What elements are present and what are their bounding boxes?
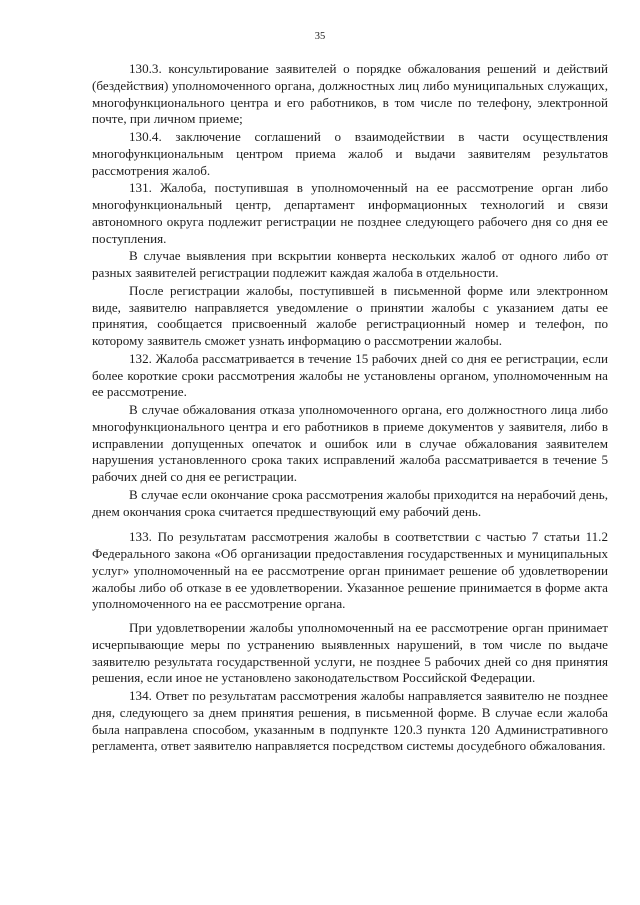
paragraph-130-3: 130.3. консультирование заявителей о порядке обжалования решений и действий (бездействия) уполномоченного органа, должностных лиц либо муниципальных служащих, многофункционального центра и его работников, в том числе по телефону, электронной почте, при личном приеме; (92, 61, 608, 127)
paragraph-131: 131. Жалоба, поступившая в уполномоченный на ее рассмотрение орган либо многофункциональный центр, департамент информационных технологий и связи автономного округа подлежит регистрации не позднее следующего рабочего дня со дня ее поступления. (92, 180, 608, 246)
paragraph-133-satisfaction: При удовлетворении жалобы уполномоченный на ее рассмотрение орган принимает исчерпывающие меры по устранению выявленных нарушений, в том числе по выдаче заявителю результата государственной услуги, не позднее 5 рабочих дней со дня принятия решения, если иное не установлено законодательством Российской Федерации. (92, 620, 608, 686)
paragraph-131-envelope: В случае выявления при вскрытии конверта нескольких жалоб от одного либо от разных заявителей регистрации подлежит каждая жалоба в отдельности. (92, 248, 608, 280)
paragraph-130-4: 130.4. заключение соглашений о взаимодействии в части осуществления многофункциональным центром приема жалоб и выдачи заявителям результатов рассмотрения жалоб. (92, 129, 608, 178)
paragraph-134: 134. Ответ по результатам рассмотрения жалобы направляется заявителю не позднее дня, следующего за днем принятия решения, в письменной форме. В случае если жалоба была направлена способом, указанным в подпункте 120.3 пункта 120 Административного регламента, ответ заявителю направляется посредством системы досудебного обжалования. (92, 688, 608, 754)
paragraph-132-nonworking-day: В случае если окончание срока рассмотрения жалобы приходится на нерабочий день, днем окончания срока считается предшествующий ему рабочий день. (92, 486, 608, 519)
paragraph-131-notification: После регистрации жалобы, поступившей в письменной форме или электронном виде, заявителю направляется уведомление о принятии жалобы с указанием даты ее принятия, сообщается присвоенный жалобе регистрационный номер и телефон, по которому заявитель сможет узнать информацию о рассмотрении жалобы. (92, 282, 608, 348)
paragraph-132-refusal: В случае обжалования отказа уполномоченного органа, его должностного лица либо многофункционального центра и его работников в приеме документов у заявителя, либо в исправлении допущенных опечаток и ошибок или в случае обжалования заявителем нарушения установленного срока таких исправлений жалоба рассматривается в течение 5 рабочих дней со дня ее регистрации. (92, 402, 608, 484)
paragraph-132: 132. Жалоба рассматривается в течение 15 рабочих дней со дня ее регистрации, если более короткие сроки рассмотрения жалобы не установлены органом, уполномоченным на ее рассмотрение. (92, 350, 608, 400)
paragraph-133: 133. По результатам рассмотрения жалобы в соответствии с частью 7 статьи 11.2 Федерального закона «Об организации предоставления государственных и муниципальных услуг» уполномоченный на ее рассмотрение орган принимает решение об удовлетворении жалобы либо об отказе в ее удовлетворении. Указанное решение принимается в форме акта уполномоченного на ее рассмотрение органа. (92, 529, 608, 612)
page-number: 35 (314, 31, 326, 42)
